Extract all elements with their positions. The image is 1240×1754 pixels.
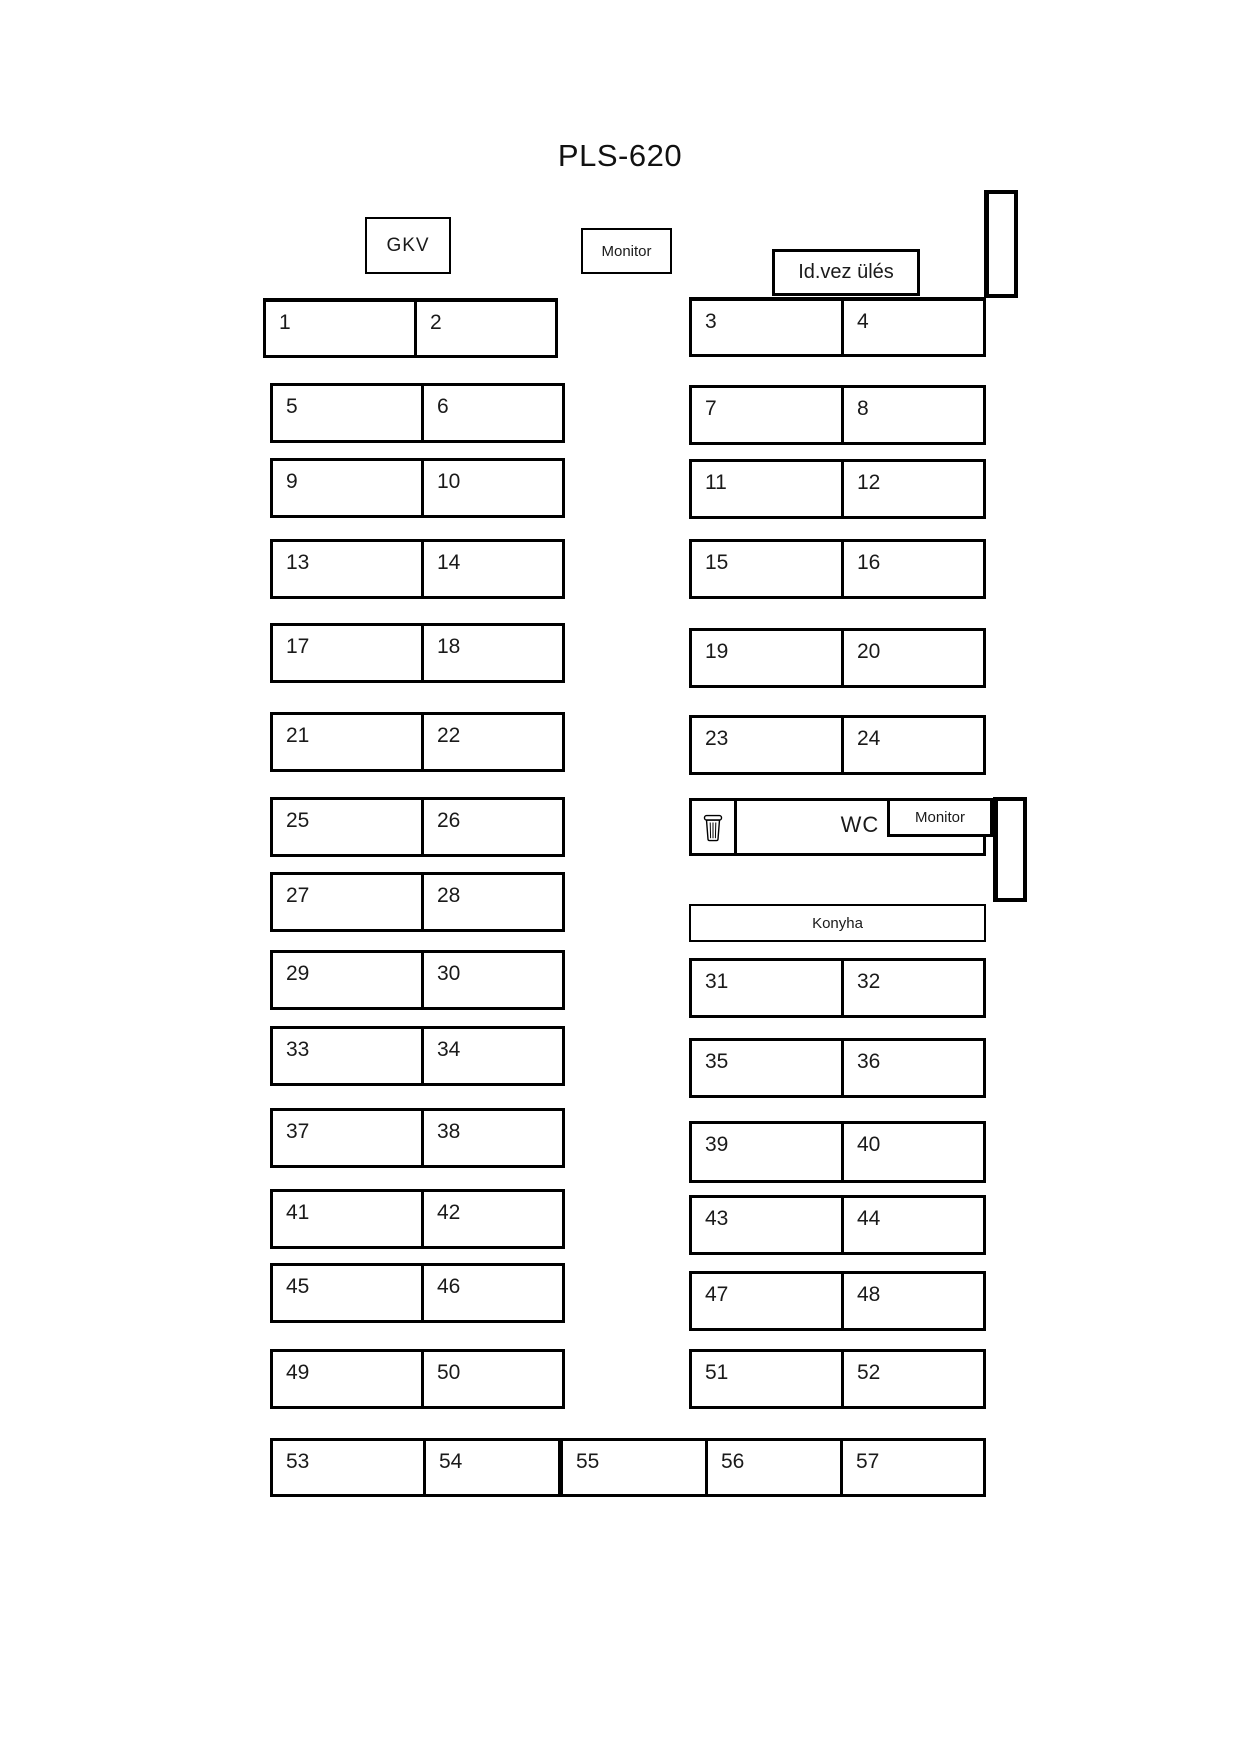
seat-number: 56 (721, 1450, 745, 1473)
desk-row-left (270, 797, 565, 857)
seat-number: 15 (705, 551, 729, 574)
seat-cell (841, 388, 983, 442)
seat-cell (273, 386, 421, 440)
seat-cell (421, 953, 562, 1007)
seat-cell (692, 301, 841, 354)
page-title: PLS-620 (557, 138, 683, 173)
trash-icon (701, 811, 725, 843)
desk-row-left (270, 1189, 565, 1249)
seat-cell (423, 1441, 558, 1494)
seat-number: 19 (705, 640, 729, 663)
wc-monitor-box (887, 798, 993, 837)
desk-row-right (689, 1038, 986, 1098)
monitor-top-box (581, 228, 672, 274)
desk-row-right (689, 459, 986, 519)
seat-cell (421, 715, 562, 769)
seat-number: 30 (437, 962, 461, 985)
desk-row-right (689, 1271, 986, 1331)
seat-number: 29 (286, 962, 310, 985)
seat-cell (692, 1274, 841, 1328)
seat-number: 50 (437, 1361, 461, 1384)
seat-number: 13 (286, 551, 310, 574)
seat-number: 23 (705, 727, 729, 750)
desk-row-right (689, 1195, 986, 1255)
gkv-label: GKV (386, 234, 430, 256)
seat-cell (273, 1441, 423, 1494)
seat-number: 37 (286, 1120, 310, 1143)
seat-number: 57 (856, 1450, 880, 1473)
wc-monitor-label: Monitor (914, 809, 966, 826)
desk-row-left (270, 539, 565, 599)
desk-row-right (689, 297, 986, 357)
wall-segment-top-right (984, 190, 1018, 298)
seat-cell (421, 461, 562, 515)
seat-cell (840, 1441, 983, 1494)
seat-number: 52 (857, 1361, 881, 1384)
seat-number: 3 (705, 310, 717, 333)
seat-cell (692, 718, 841, 772)
seat-number: 18 (437, 635, 461, 658)
seat-number: 12 (857, 471, 881, 494)
desk-row-left (270, 623, 565, 683)
desk-row-left (270, 1026, 565, 1086)
seat-cell (558, 1441, 705, 1494)
seat-cell (273, 800, 421, 854)
seat-cell (421, 386, 562, 440)
seat-cell (421, 1029, 562, 1083)
seat-cell (692, 462, 841, 516)
seat-cell (421, 1192, 562, 1246)
seat-cell (273, 1111, 421, 1165)
seat-number: 46 (437, 1275, 461, 1298)
desk-row-right (689, 539, 986, 599)
desk-row-left (270, 950, 565, 1010)
seat-cell (692, 961, 841, 1015)
seat-number: 10 (437, 470, 461, 493)
seat-cell (692, 388, 841, 442)
seat-cell (273, 542, 421, 596)
seat-number: 6 (437, 395, 449, 418)
seat-number: 17 (286, 635, 310, 658)
seat-number: 34 (437, 1038, 461, 1061)
seat-number: 35 (705, 1050, 729, 1073)
seat-cell (273, 1192, 421, 1246)
seat-number: 51 (705, 1361, 729, 1384)
seat-number: 24 (857, 727, 881, 750)
konyha-box (689, 904, 986, 942)
seat-number: 22 (437, 724, 461, 747)
seat-number: 45 (286, 1275, 310, 1298)
seat-number: 33 (286, 1038, 310, 1061)
seat-cell (692, 631, 841, 685)
seat-cell (421, 1266, 562, 1320)
desk-row-right (689, 1349, 986, 1409)
seat-number: 32 (857, 970, 881, 993)
seat-cell (266, 302, 414, 355)
desk-row-left (270, 1263, 565, 1323)
monitor-top-label: Monitor (601, 242, 652, 260)
desk-row-right (689, 1121, 986, 1183)
seat-number: 2 (430, 311, 442, 334)
seat-number: 53 (286, 1450, 310, 1473)
seat-number: 9 (286, 470, 298, 493)
seat-cell (841, 301, 983, 354)
seat-cell (421, 542, 562, 596)
seat-cell (841, 718, 983, 772)
seat-cell (273, 1029, 421, 1083)
seat-cell (841, 1124, 983, 1180)
desk-row-right (689, 628, 986, 688)
seat-cell (841, 1041, 983, 1095)
seat-cell (841, 1274, 983, 1328)
seat-number: 49 (286, 1361, 310, 1384)
seat-number: 27 (286, 884, 310, 907)
seat-number: 55 (576, 1450, 600, 1473)
seat-number: 25 (286, 809, 310, 832)
seat-number: 5 (286, 395, 298, 418)
seat-cell (273, 1266, 421, 1320)
seat-number: 1 (279, 311, 291, 334)
seat-number: 11 (705, 471, 727, 494)
wall-segment-middle-right (993, 797, 1027, 902)
seat-number: 28 (437, 884, 461, 907)
seat-cell (692, 1041, 841, 1095)
desk-row-right (689, 958, 986, 1018)
seat-cell (421, 1111, 562, 1165)
seat-cell (273, 461, 421, 515)
seat-cell (273, 953, 421, 1007)
desk-row-left (270, 872, 565, 932)
seat-cell (273, 715, 421, 769)
seat-cell (421, 1352, 562, 1406)
konyha-label: Konyha (812, 914, 863, 932)
seat-cell (841, 1352, 983, 1406)
seat-cell (273, 875, 421, 929)
seat-cell (421, 800, 562, 854)
seat-cell (692, 1124, 841, 1180)
seat-number: 16 (857, 551, 881, 574)
desk-row-right (689, 385, 986, 445)
seat-number: 20 (857, 640, 881, 663)
seat-number: 21 (286, 724, 310, 747)
seat-cell (692, 1198, 841, 1252)
seat-number: 47 (705, 1283, 729, 1306)
seat-number: 26 (437, 809, 461, 832)
seat-number: 8 (857, 397, 869, 420)
desk-row-left (270, 1349, 565, 1409)
seat-cell (414, 302, 555, 355)
seat-cell (841, 631, 983, 685)
desk-row-left (270, 712, 565, 772)
seat-number: 36 (857, 1050, 881, 1073)
desk-row-left (270, 458, 565, 518)
seat-number: 54 (439, 1450, 463, 1473)
desk-row-left (270, 1108, 565, 1168)
seat-cell (692, 1352, 841, 1406)
seat-cell (273, 1352, 421, 1406)
desk-row-left (263, 298, 558, 358)
idvez-ules-label: Id.vez ülés (798, 261, 894, 283)
seat-cell (421, 626, 562, 680)
seat-cell (705, 1441, 840, 1494)
seat-number: 39 (705, 1133, 729, 1156)
seat-number: 44 (857, 1207, 881, 1230)
seat-number: 48 (857, 1283, 881, 1306)
seat-cell (841, 1198, 983, 1252)
seat-cell (273, 626, 421, 680)
seat-number: 40 (857, 1133, 881, 1156)
seat-number: 14 (437, 551, 461, 574)
gkv-room-box (365, 217, 451, 274)
desk-row-left (270, 383, 565, 443)
desk-row-bottom (270, 1438, 986, 1497)
seat-number: 7 (705, 397, 717, 420)
seat-cell (692, 542, 841, 596)
seat-number: 43 (705, 1207, 729, 1230)
seat-number: 38 (437, 1120, 461, 1143)
trash-compartment (692, 801, 737, 853)
seat-number: 41 (286, 1201, 310, 1224)
wc-label: WC (840, 812, 880, 837)
seat-cell (841, 961, 983, 1015)
seat-number: 42 (437, 1201, 461, 1224)
seat-cell (421, 875, 562, 929)
seat-number: 4 (857, 310, 869, 333)
seat-number: 31 (705, 970, 729, 993)
desk-row-right (689, 715, 986, 775)
idvez-ules-box (772, 249, 920, 296)
seat-cell (841, 542, 983, 596)
seat-cell (841, 462, 983, 516)
